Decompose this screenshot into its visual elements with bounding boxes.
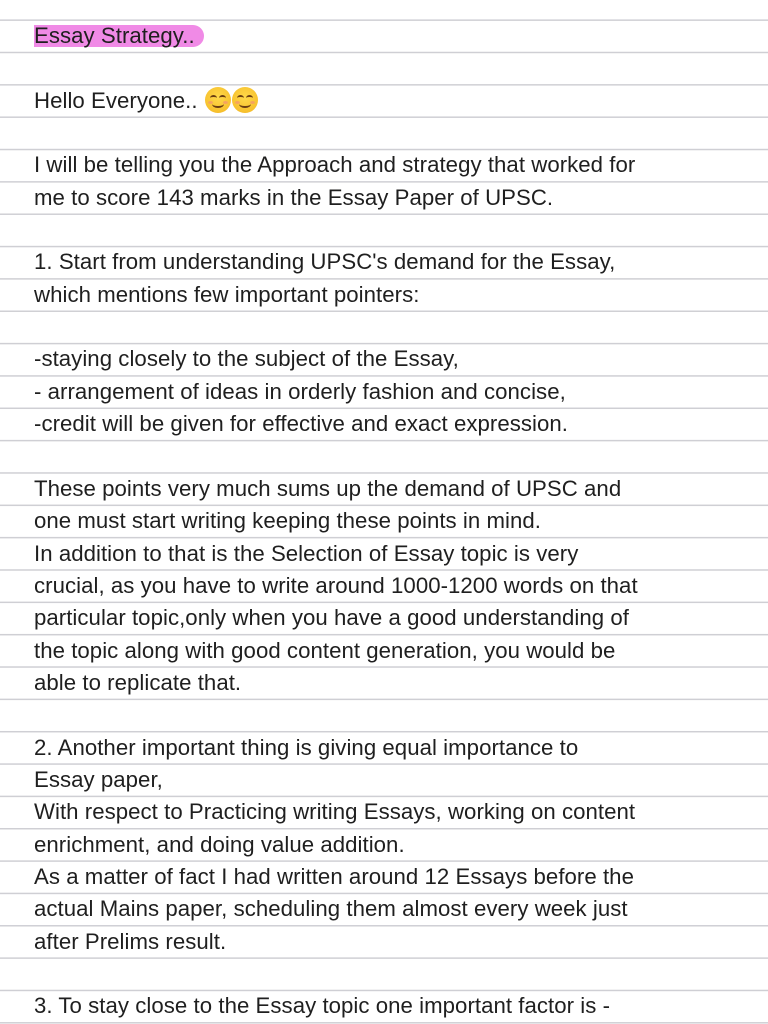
greeting-line (34, 85, 754, 117)
note-line: me to score 143 marks in the Essay Paper of UPSC. (34, 184, 554, 210)
note-title: Essay Strategy.. (34, 25, 204, 47)
note-line: crucial, as you have to write around 1000-1200 words on that (34, 572, 638, 598)
note-line: In addition to that is the Selection of Essay topic is very (34, 540, 579, 566)
note-line: Essay paper, (34, 766, 163, 792)
note-line (34, 214, 754, 246)
note-line: one must start writing keeping these points in mind. (34, 508, 542, 534)
note-body[interactable] (34, 20, 754, 1023)
note-line: - arrangement of ideas in orderly fashion and concise, (34, 378, 566, 404)
note-line (34, 699, 754, 731)
note-line: As a matter of fact I had written around 12 Essays before the (34, 863, 634, 889)
smiling-face-icon (205, 87, 231, 113)
note-line: These points very much sums up the demand of UPSC and (34, 475, 622, 501)
note-line: With respect to Practicing writing Essays, working on content (34, 799, 636, 825)
note-line (34, 311, 754, 343)
note-title-line (34, 20, 754, 52)
note-line: after Prelims result. (34, 928, 227, 954)
note-line: which mentions few important pointers: (34, 281, 420, 307)
greeting-text: Hello Everyone.. (34, 87, 198, 113)
note-line (34, 117, 754, 149)
note-line: actual Mains paper, scheduling them almost every week just (34, 896, 628, 922)
note-line: 1. Start from understanding UPSC's demand for the Essay, (34, 249, 616, 275)
note-line: 3. To stay close to the Essay topic one important factor is - (34, 993, 611, 1019)
note-line: I will be telling you the Approach and strategy that worked for (34, 152, 636, 178)
note-line: particular topic,only when you have a good understanding of (34, 605, 630, 631)
note-line: enrichment, and doing value addition. (34, 831, 405, 857)
note-line: 2. Another important thing is giving equal importance to (34, 734, 579, 760)
note-line (34, 440, 754, 472)
note-line: the topic along with good content generation, you would be (34, 637, 616, 663)
smiling-face-icon (232, 87, 258, 113)
blank-line (34, 52, 754, 84)
note-line: able to replicate that. (34, 669, 242, 695)
note-line (34, 958, 754, 990)
note-line: -credit will be given for effective and exact expression. (34, 411, 568, 437)
note-line: -staying closely to the subject of the Essay, (34, 346, 459, 372)
